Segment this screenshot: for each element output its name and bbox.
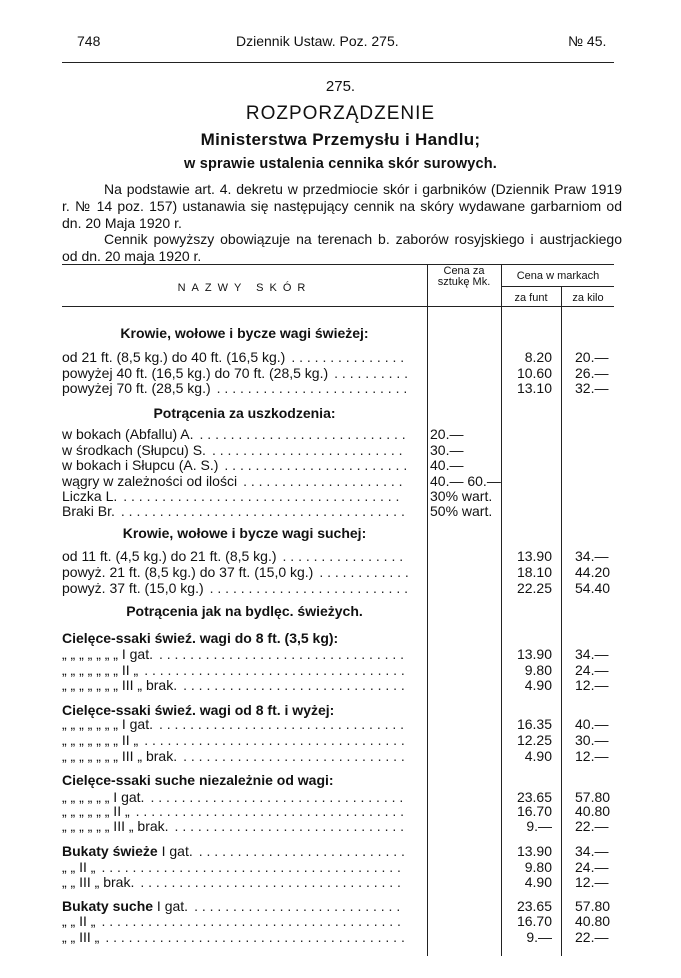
row-label: Potrącenia jak na bydlęc. świeżych.: [126, 603, 363, 619]
table-header-rule: [62, 306, 614, 307]
price-per-piece: 40.— 60.—: [430, 473, 501, 489]
leader-dots: . . . . . . . . . . . .: [319, 564, 409, 580]
leader-dots: . . . . . . . . . . . . . . . . . . . . . . . . . . . . . . . . . . . .: [123, 488, 400, 504]
table-row: [0, 380, 681, 397]
price-per-pound: 8.20: [524, 349, 552, 365]
leader-dots: . . . . . . . . . . . . . . . . . . . . . . . . . .: [209, 580, 408, 596]
leader-dots: . . . . . . . . . . . . . . . . . . . . . . . . . . . . .: [183, 748, 405, 764]
leader-dots: . . . . . . . . . . . . . . . . . . . . . . . . . . . . .: [183, 677, 405, 693]
table-row: [0, 818, 681, 835]
leader-dots: . . . . . . . . . . . . . . . . . . . . . . . . . . . . . . . . . . . . . . .: [101, 913, 401, 929]
leader-dots: . . . . . . . . . . . . . . . . . . . . . . . . . . . . . . . . . .: [144, 662, 405, 678]
row-label: „ „ „ „ „ „ III „ brak.: [62, 818, 169, 834]
price-per-kilo: 34.—: [575, 843, 609, 859]
leader-dots: . . . . . . . . . . . . . . . . . . . . .: [243, 473, 403, 489]
table-row: [0, 630, 681, 647]
row-label: w środkach (Słupcu) S.: [62, 442, 206, 458]
price-per-piece: 40.—: [430, 457, 464, 473]
price-per-pound: 23.65: [516, 898, 552, 914]
table-row: [0, 349, 681, 366]
header-price-per-piece: Cena za sztukę Mk.: [437, 265, 491, 288]
price-per-kilo: 12.—: [575, 874, 609, 890]
price-per-pound: 10.60: [516, 365, 552, 381]
price-per-pound: 9.80: [524, 662, 552, 678]
price-per-pound: 18.10: [516, 564, 552, 580]
row-label: „ „ „ „ „ „ II „: [62, 803, 130, 819]
table-row: [0, 580, 681, 597]
leader-dots: . . . . . . . . . . . . . . . . . . . . . . . . . . . . . .: [174, 818, 405, 834]
price-per-kilo: 40.80: [575, 803, 611, 819]
table-row: [0, 564, 681, 581]
table-row: [0, 646, 681, 663]
row-label: Krowie, wołowe i bycze wagi świeżej:: [120, 325, 369, 341]
row-label: „ „ II „: [62, 859, 96, 875]
row-label: „ „ „ „ „ „ „ I gat.: [62, 646, 153, 662]
price-per-kilo: 57.80: [575, 898, 611, 914]
leader-dots: . . . . . . . . . . . . . . . . . . . . . . . . . . . . . . . . . .: [140, 874, 401, 890]
row-label: Bukaty suche I gat.: [62, 898, 189, 914]
row-label: powyż. 37 ft. (15,0 kg.): [62, 580, 204, 596]
table-row: [0, 503, 681, 520]
table-row: [0, 325, 681, 342]
table-row: [0, 732, 681, 749]
header-per-pound: za funt: [514, 292, 548, 304]
header-rule: [62, 62, 614, 63]
table-row: [0, 426, 681, 443]
table-row: [0, 874, 681, 891]
price-per-kilo: 12.—: [575, 748, 609, 764]
price-per-kilo: 30.—: [575, 732, 609, 748]
leader-dots: . . . . . . . . . . . . . . .: [291, 349, 405, 365]
price-per-kilo: 26.—: [575, 365, 609, 381]
leader-dots: . . . . . . . . . . . . . . . . . . . . . . . . .: [216, 380, 408, 396]
row-label: powyżej 40 ft. (16,5 kg.) do 70 ft. (28,5 kg.): [62, 365, 329, 381]
document-subject: w sprawie ustalenia cennika skór surowych.: [183, 156, 498, 172]
price-per-pound: 4.90: [524, 748, 552, 764]
issue-number: № 45.: [568, 33, 607, 49]
price-per-kilo: 40.—: [575, 716, 609, 732]
price-per-piece: 30.—: [430, 442, 464, 458]
validity-paragraph: Cennik powyższy obowiązuje na terenach b. zaborów rosyjskiego i austrjackiego od dn. 20 maja 1920 r.: [62, 231, 622, 264]
price-per-pound: 13.90: [516, 646, 552, 662]
leader-dots: . . . . . . . . . . . . . . . . . . . . . . . . . . . . . . . .: [159, 646, 405, 662]
price-per-pound: 13.90: [516, 548, 552, 564]
row-label: w bokach i Słupcu (A. S.): [62, 457, 219, 473]
price-per-pound: 16.70: [516, 913, 552, 929]
table-row: [0, 748, 681, 765]
row-label: wągry w zależności od ilości: [62, 473, 238, 489]
marks-subheader-rule: [502, 286, 614, 287]
row-label: „ „ „ „ „ „ „ II „: [62, 662, 139, 678]
header-per-kilo: za kilo: [572, 292, 604, 304]
table-row: [0, 525, 681, 542]
table-row: [0, 913, 681, 930]
row-label: Cielęce-ssaki świeź. wagi od 8 ft. i wyżej:: [62, 702, 335, 718]
preamble-paragraph: Na podstawie art. 4. dekretu w przedmiocie skór i garbników (Dziennik Praw 1919 r. № 14 poz. 157) ustanawia się następujący cennik na skóry wydawane garbarniom od dn. 20 Maja 1920 r.: [62, 181, 622, 231]
row-label: „ „ „ „ „ „ „ III „ brak.: [62, 748, 178, 764]
price-per-kilo: 24.—: [575, 859, 609, 875]
price-per-kilo: 20.—: [575, 349, 609, 365]
leader-dots: . . . . . . . . . . . . . . . . . . . . . . . . . . .: [198, 843, 405, 859]
leader-dots: . . . . . . . . . . . . . . . . . . . . . . . . . . . . . . . . . . . . . . .: [105, 929, 405, 945]
table-row: [0, 548, 681, 565]
row-label: „ „ „ „ „ „ I gat.: [62, 789, 145, 805]
leader-dots: . . . . . . . . . .: [334, 365, 409, 381]
row-label: Braki Br.: [62, 503, 115, 519]
table-row: [0, 929, 681, 946]
row-label: Liczka L.: [62, 488, 118, 504]
row-label: „ „ „ „ „ „ „ II „: [62, 732, 139, 748]
row-label: Krowie, wołowe i bycze wagi suchej:: [122, 525, 367, 541]
document-number: 275.: [325, 78, 356, 95]
page-number: 748: [77, 33, 101, 49]
row-label: w bokach (Abfallu) A.: [62, 426, 194, 442]
table-row: [0, 772, 681, 789]
leader-dots: . . . . . . . . . . . . . . . . . . . . . . . . . . . . . . . . . . . . . . .: [101, 859, 401, 875]
leader-dots: . . . . . . . . . . . . . . . . . . . . . . . . . . . . . . . .: [159, 716, 405, 732]
leader-dots: . . . . . . . . . . . . . . . . . . . . . . . . . . .: [199, 426, 406, 442]
leader-dots: . . . . . . . . . . . . . . . . . . . . . . . . . . . . . . . . .: [150, 789, 404, 805]
running-title: Dziennik Ustaw. Poz. 275.: [236, 33, 399, 49]
price-per-kilo: 57.80: [575, 789, 611, 805]
price-per-piece: 50% wart.: [430, 503, 493, 519]
price-per-kilo: 34.—: [575, 646, 609, 662]
table-row: [0, 716, 681, 733]
row-label: od 11 ft. (4,5 kg.) do 21 ft. (8,5 kg.): [62, 548, 277, 564]
price-per-pound: 9.—: [526, 929, 552, 945]
table-row: [0, 677, 681, 694]
price-per-kilo: 34.—: [575, 548, 609, 564]
price-per-kilo: 54.40: [575, 580, 611, 596]
ministry-name: Ministerstwa Przemysłu i Handlu;: [200, 130, 481, 149]
row-label: Potrącenia za uszkodzenia:: [153, 405, 336, 421]
price-per-pound: 16.70: [516, 803, 552, 819]
row-label: „ „ „ „ „ „ „ I gat.: [62, 716, 153, 732]
price-per-pound: 9.—: [526, 818, 552, 834]
price-per-kilo: 12.—: [575, 677, 609, 693]
row-label: „ „ II „: [62, 913, 96, 929]
price-per-kilo: 22.—: [575, 929, 609, 945]
price-per-piece: 30% wart.: [430, 488, 493, 504]
price-per-pound: 4.90: [524, 677, 552, 693]
price-per-pound: 13.10: [516, 380, 552, 396]
row-label: Bukaty świeże I gat.: [62, 843, 193, 859]
row-label: „ „ III „ brak.: [62, 874, 135, 890]
leader-dots: . . . . . . . . . . . . . . . . . . . . . . . . . . . . . . . . . . .: [135, 803, 405, 819]
price-per-pound: 12.25: [516, 732, 552, 748]
row-label: powyżej 70 ft. (28,5 kg.): [62, 380, 211, 396]
price-per-kilo: 24.—: [575, 662, 609, 678]
leader-dots: . . . . . . . . . . . . . . . . . . . . . . . . . . .: [194, 898, 401, 914]
leader-dots: . . . . . . . . . . . . . . . . . . . . . . . . .: [211, 442, 403, 458]
header-price-marks: Cena w markach: [516, 270, 600, 282]
price-per-pound: 9.80: [524, 859, 552, 875]
leader-dots: . . . . . . . . . . . . . . . .: [282, 548, 404, 564]
table-row: [0, 457, 681, 474]
table-row: [0, 405, 681, 422]
row-label: Cielęce-ssaki świeź. wagi do 8 ft. (3,5 kg):: [62, 630, 339, 646]
price-per-kilo: 22.—: [575, 818, 609, 834]
row-label: „ „ III „: [62, 929, 100, 945]
row-label: od 21 ft. (8,5 kg.) do 40 ft. (16,5 kg.): [62, 349, 286, 365]
table-row: [0, 603, 681, 620]
price-per-piece: 20.—: [430, 426, 464, 442]
price-per-pound: 13.90: [516, 843, 552, 859]
price-per-pound: 23.65: [516, 789, 552, 805]
price-per-pound: 16.35: [516, 716, 552, 732]
table-row: [0, 843, 681, 860]
leader-dots: . . . . . . . . . . . . . . . . . . . . . . . . . . . . . . . . . .: [144, 732, 405, 748]
row-label: Cielęce-ssaki suche niezależnie od wagi:: [62, 772, 334, 788]
table-top-rule: [62, 264, 614, 265]
document-title: ROZPORZĄDZENIE: [245, 103, 436, 124]
row-label: powyż. 21 ft. (8,5 kg.) do 37 ft. (15,0 kg.): [62, 564, 314, 580]
leader-dots: . . . . . . . . . . . . . . . . . . . . . . . .: [224, 457, 408, 473]
leader-dots: . . . . . . . . . . . . . . . . . . . . . . . . . . . . . . . . . . . . .: [120, 503, 405, 519]
price-per-kilo: 40.80: [575, 913, 611, 929]
price-per-pound: 22.25: [516, 580, 552, 596]
header-names: NAZWY SKÓR: [177, 282, 312, 294]
price-per-pound: 4.90: [524, 874, 552, 890]
row-label: „ „ „ „ „ „ „ III „ brak.: [62, 677, 178, 693]
price-per-kilo: 44.20: [575, 564, 611, 580]
price-per-kilo: 32.—: [575, 380, 609, 396]
